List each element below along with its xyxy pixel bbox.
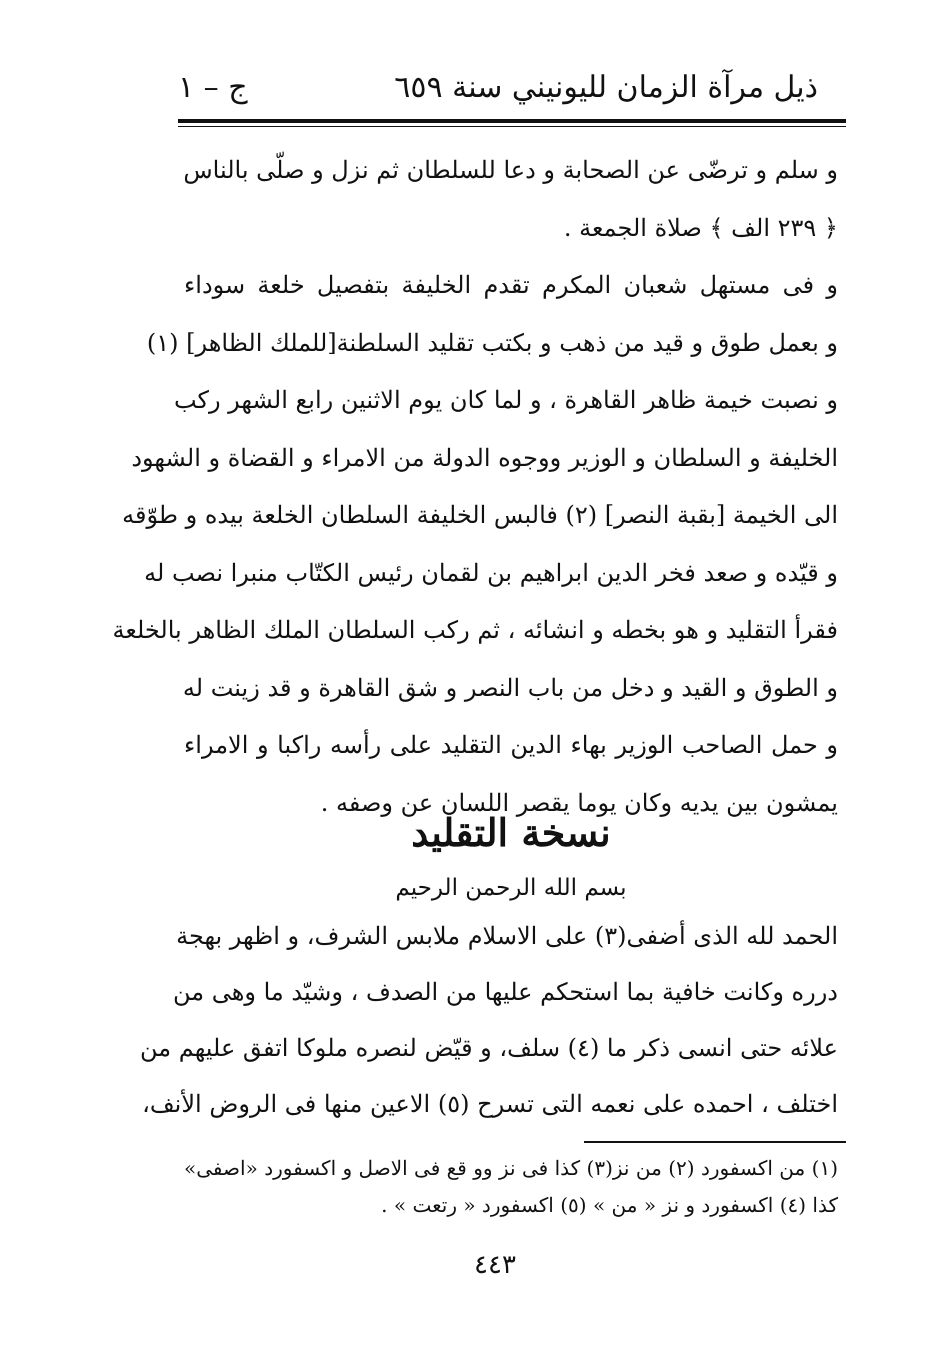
footnotes: [184, 1150, 838, 1224]
document-line: درره وكانت خافية بما استحكم عليها من الصدف ، وشيّد ما وهى من: [172, 978, 838, 1006]
header-rule-thin: [178, 126, 846, 127]
footnote-line: كذا (٤) اكسفورد و نز « من » (٥) اكسفورد « رتعت » .: [381, 1193, 838, 1217]
document-line: اختلف ، احمده على نعمه التى تسرح (٥) الاعين منها فى الروض الأنف،: [142, 1090, 838, 1118]
body-line: فقرأ التقليد و هو بخطه و انشائه ، ثم ركب السلطان الملك الظاهر بالخلعة: [112, 616, 838, 644]
body-line: و بعمل طوق و قيد من ذهب و بكتب تقليد السلطنة[للملك الظاهر] (١): [146, 328, 838, 357]
page-number: ٤٤٣: [474, 1250, 516, 1280]
footnote-rule: [584, 1141, 846, 1143]
basmala: بسم الله الرحمن الرحيم: [395, 875, 627, 901]
document-line: الحمد لله الذى أضفى(٣) على الاسلام ملابس الشرف، و اظهر بهجة: [176, 922, 838, 950]
running-header: [178, 62, 818, 112]
body-line: و الطوق و القيد و دخل من باب النصر و شق القاهرة و قد زينت له: [182, 673, 838, 702]
header-title: ذيل مرآة الزمان لليونيني سنة ٦٥٩: [394, 69, 818, 105]
document-line: علائه حتى انسى ذكر ما (٤) سلف، و قيّض لنصره ملوكا اتفق عليهم من: [140, 1034, 838, 1062]
body-line: و فى مستهل شعبان المكرم تقدم الخليفة بتفصيل خلعة سوداء: [184, 271, 838, 299]
body-line: يمشون بين يديه وكان يوما يقصر اللسان عن وصفه .: [320, 788, 838, 817]
body-line: ﴿ ٢٣٩ الف ﴾ صلاة الجمعة .: [563, 213, 838, 242]
body-line: الخليفة و السلطان و الوزير ووجوه الدولة من الامراء و القضاة و الشهود: [131, 443, 838, 472]
section-heading: نسخة التقليد: [411, 810, 611, 855]
body-text: [112, 142, 838, 832]
footnote-line: (١) من اكسفورد (٢) من نز(٣) كذا فى نز وو قع فى الاصل و اكسفورد «اصفى»: [184, 1156, 838, 1180]
body-line: و نصبت خيمة ظاهر القاهرة ، و لما كان يوم الاثنين رابع الشهر ركب: [173, 386, 838, 414]
header-rule-thick: [178, 119, 846, 123]
body-line: و حمل الصاحب الوزير بهاء الدين التقليد على رأسه راكبا و الامراء: [184, 731, 838, 759]
header-volume: ج – ١: [178, 69, 248, 105]
document-text: [140, 908, 838, 1132]
body-line: و سلم و ترضّى عن الصحابة و دعا للسلطان ثم نزل و صلّى بالناس: [183, 156, 838, 184]
body-line: الى الخيمة [بقبة النصر] (٢) فالبس الخليفة السلطان الخلعة بيده و طوّقه: [122, 501, 838, 529]
body-line: و قيّده و صعد فخر الدين ابراهيم بن لقمان رئيس الكتّاب منبرا نصب له: [144, 558, 838, 587]
